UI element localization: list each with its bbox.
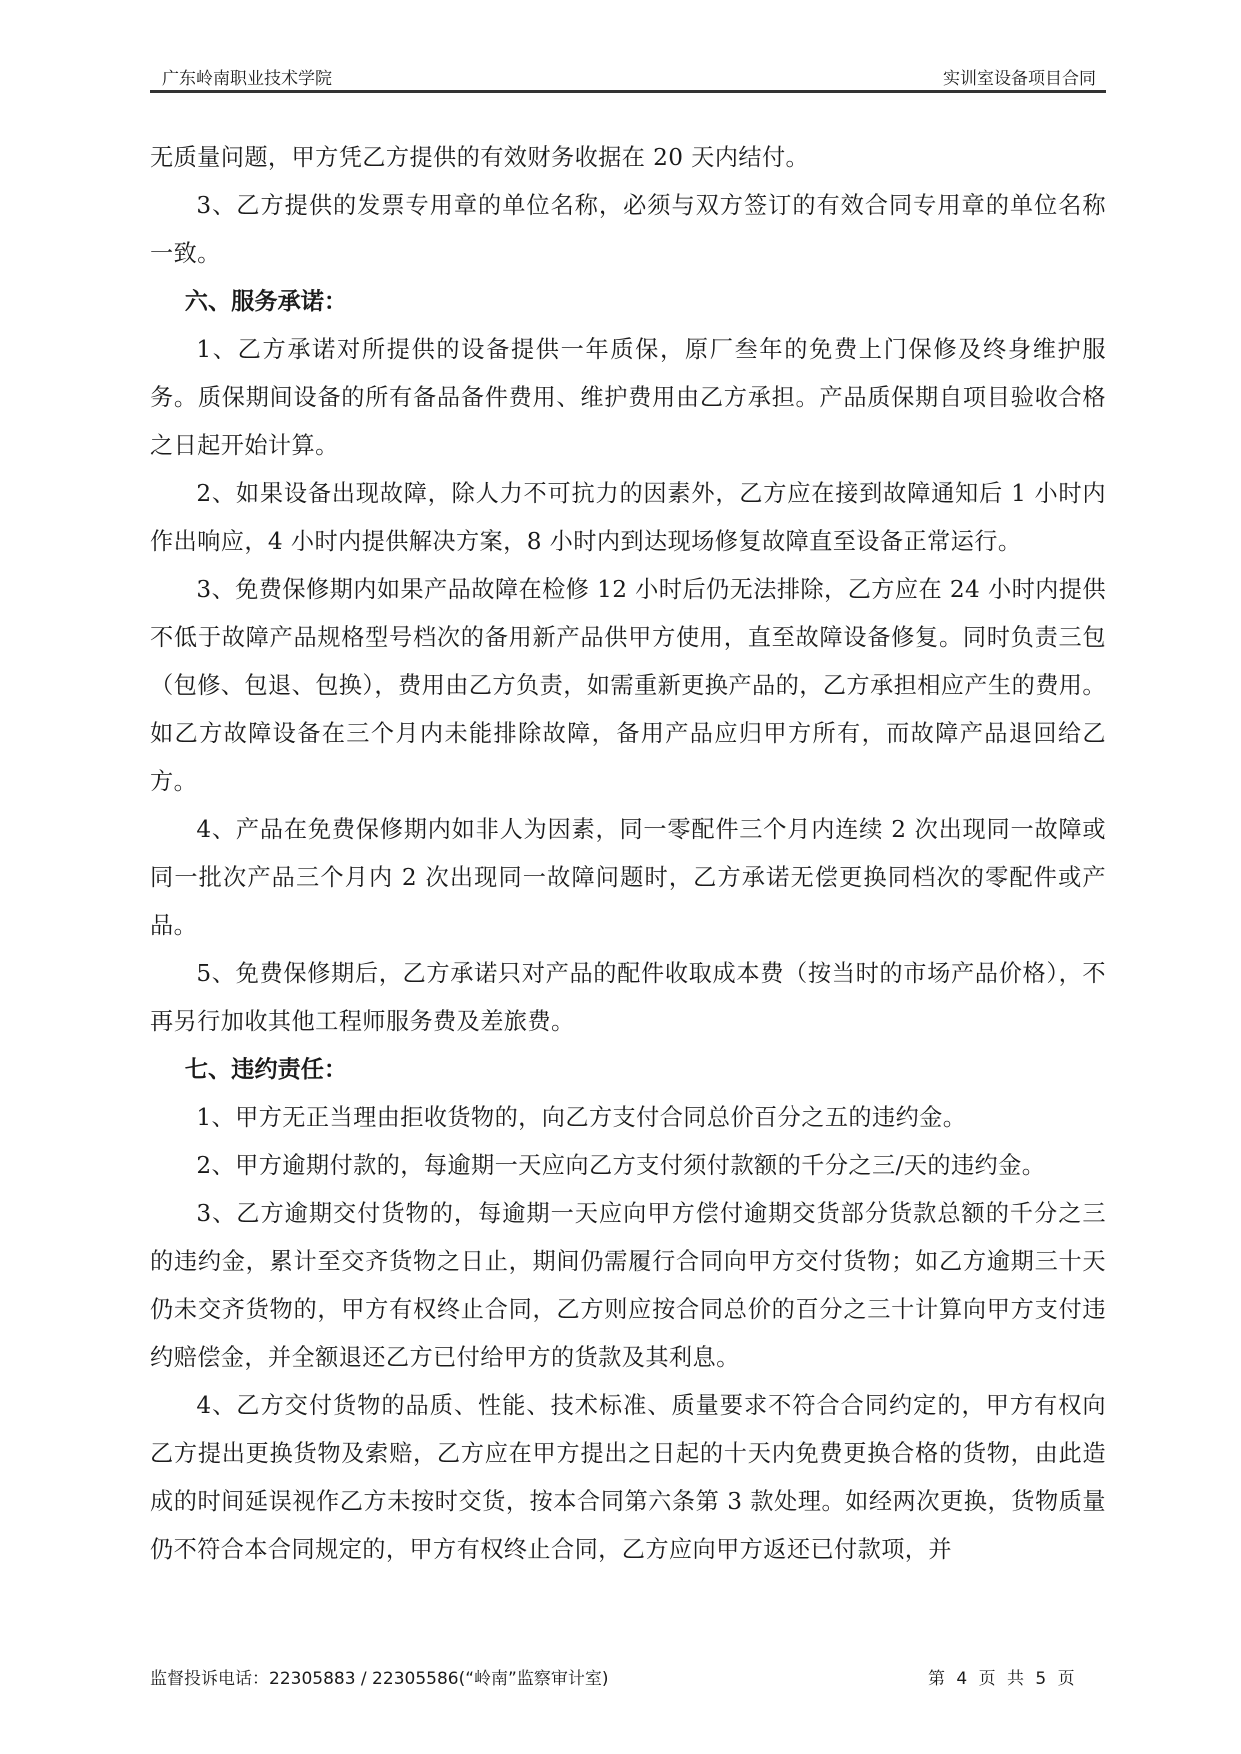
paragraph: 5、免费保修期后，乙方承诺只对产品的配件收取成本费（按当时的市场产品价格），不再另行加收其他工程师服务费及差旅费。 <box>150 960 1106 1035</box>
paragraph: 无质量问题，甲方凭乙方提供的有效财务收据在 20 天内结付。 <box>150 144 810 171</box>
paragraph: 3、乙方提供的发票专用章的单位名称，必须与双方签订的有效合同专用章的单位名称一致。 <box>150 192 1106 267</box>
paragraph: 1、甲方无正当理由拒收货物的，向乙方支付合同总价百分之五的违约金。 <box>196 1104 967 1131</box>
paragraph: 3、乙方逾期交付货物的，每逾期一天应向甲方偿付逾期交货部分货款总额的千分之三的违约金，累计至交齐货物之日止，期间仍需履行合同向甲方交付货物；如乙方逾期三十天仍未交齐货物的，甲方有权终止合同，乙方则应按合同总价的百分之三十计算向甲方支付违约赔偿金，并全额退还乙方已付给甲方的货款及其利息。 <box>150 1200 1106 1371</box>
document-body <box>150 134 1106 1574</box>
paragraph: 3、免费保修期内如果产品故障在检修 12 小时后仍无法排除，乙方应在 24 小时内提供不低于故障产品规格型号档次的备用新产品供甲方使用，直至故障设备修复。同时负责三包（包修、包退、包换），费用由乙方负责，如需重新更换产品的，乙方承担相应产生的费用。如乙方故障设备在三个月内未能排除故障，备用产品应归甲方所有，而故障产品退回给乙方。 <box>150 576 1106 795</box>
complaint-hotline: 监督投诉电话：22305883 / 22305586(“岭南”监察审计室) <box>150 1669 609 1689</box>
page-number: 第 4 页 共 5 页 <box>928 1669 1078 1689</box>
paragraph: 2、甲方逾期付款的，每逾期一天应向乙方支付须付款额的千分之三/天的违约金。 <box>196 1152 1046 1179</box>
header-institution: 广东岭南职业技术学院 <box>162 69 332 89</box>
header-document-title: 实训室设备项目合同 <box>943 69 1096 89</box>
section-heading-service: 六、服务承诺： <box>184 288 348 315</box>
paragraph: 1、乙方承诺对所提供的设备提供一年质保，原厂叁年的免费上门保修及终身维护服务。质保期间设备的所有备品备件费用、维护费用由乙方承担。产品质保期自项目验收合格之日起开始计算。 <box>150 336 1106 459</box>
page-header <box>150 62 1106 93</box>
paragraph: 2、如果设备出现故障，除人力不可抗力的因素外，乙方应在接到故障通知后 1 小时内作出响应，4 小时内提供解决方案，8 小时内到达现场修复故障直至设备正常运行。 <box>150 480 1106 555</box>
paragraph: 4、产品在免费保修期内如非人为因素，同一零配件三个月内连续 2 次出现同一故障或同一批次产品三个月内 2 次出现同一故障问题时，乙方承诺无偿更换同档次的零配件或产品。 <box>150 816 1106 939</box>
paragraph: 4、乙方交付货物的品质、性能、技术标准、质量要求不符合合同约定的，甲方有权向乙方提出更换货物及索赔，乙方应在甲方提出之日起的十天内免费更换合格的货物，由此造成的时间延误视作乙方未按时交货，按本合同第六条第 3 款处理。如经两次更换，货物质量仍不符合本合同规定的，甲方有权终止合同，乙方应向甲方返还已付款项，并 <box>150 1392 1106 1563</box>
section-heading-liability: 七、违约责任： <box>184 1056 348 1083</box>
